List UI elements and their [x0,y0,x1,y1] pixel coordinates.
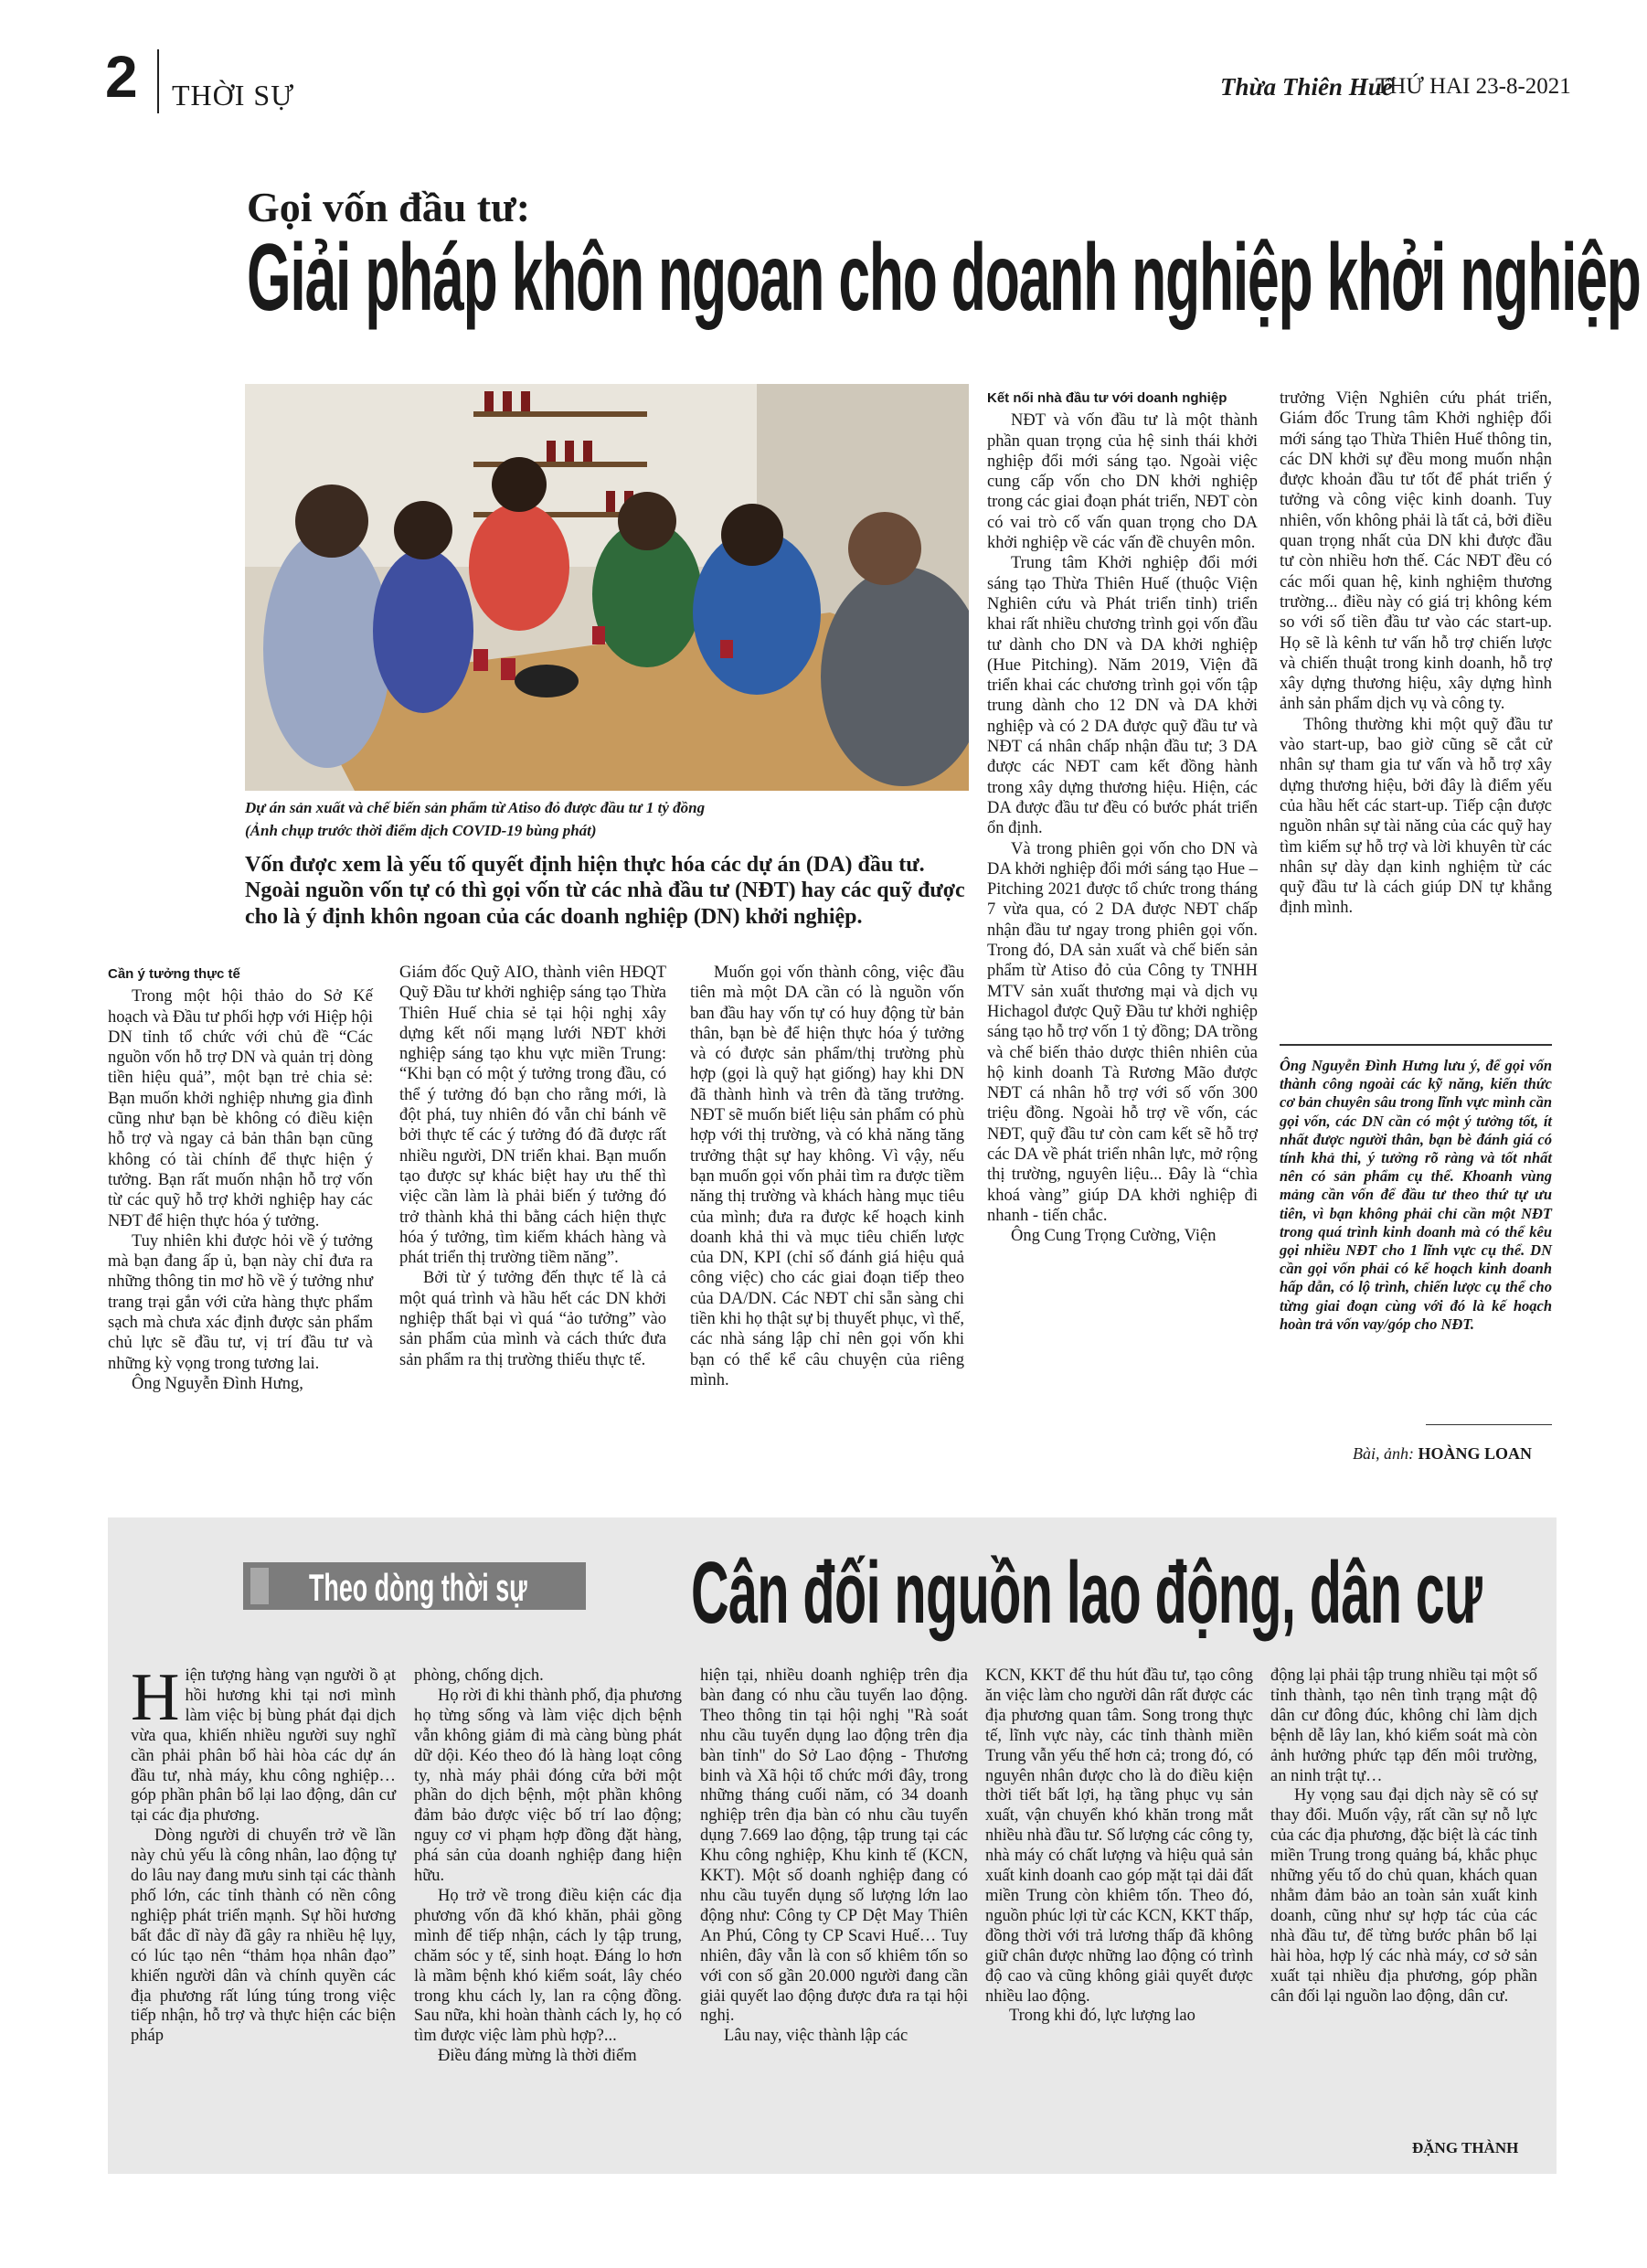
byline-divider [1426,1424,1552,1425]
newspaper-brand: Thừa Thiên Huế [1220,73,1393,101]
opinion-byline: ĐẶNG THÀNH [1412,2139,1519,2156]
paragraph: Bởi từ ý tưởng đến thực tế là cả một quá trình và hầu hết các DN khởi nghiệp thất bại vì quá “ảo tưởng” vào sản phẩm của mình và cách thức đưa sản phẩm ra thị trường thiếu thực tế. [399,1269,666,1369]
opinion-column-3 [700,1666,968,2047]
paragraph: Trong một hội thảo do Sở Kế hoạch và Đầu tư phối hợp với Hiệp hội DN tỉnh tổ chức với chủ đề “Các nguồn vốn hỗ trợ DN và quản trị dòng tiền hiệu quả”, một bạn trẻ chia sẻ: Bạn muốn khởi nghiệp nhưng gia đình cũng như bạn bè không có điều kiện hỗ trợ và ngay cả bản thân bạn cũng không có tài chính để thực hiện ý tưởng. Bạn rất muốn nhận hỗ trợ vốn từ các quỹ hỗ trợ khởi nghiệp hay các NĐT để hiện thực hóa ý tưởng. [108,987,373,1230]
subheading: Kết nối nhà đầu tư với doanh nghiệp [987,390,1227,406]
drop-cap: H [131,1660,180,1735]
opinion-headline: Cân đối nguồn lao động, dân cư [691,1544,1482,1642]
paragraph: trưởng Viện Nghiên cứu phát triển, Giám đốc Trung tâm Khởi nghiệp đổi mới sáng tạo Thừa Thiên Huế thông tin, các DN khởi sự đều mong muốn nhận được khoản đầu tư tốt để phát triển ý tưởng và công việc kinh doanh. Tuy nhiên, vốn không phải là tất cả, bởi điều quan trọng nhất của DN khi được đầu tư còn nhiều hơn thế. Các NĐT đều có các mối quan hệ, kinh nghiệm thương trường... điều này có giá trị không kém so với số tiền đầu tư vào các start-up. Họ sẽ là kênh tư vấn hỗ trợ chiến lược và chiến thuật trong kinh doanh, hỗ trợ xây dựng thương hiệu, xây dựng hình ảnh sản phẩm dịch vụ và công ty. [1280,389,1552,714]
paragraph: động lại phải tập trung nhiều tại một số tỉnh thành, tạo nên tình trạng mật độ dân cư đông đúc, không chỉ làm dịch bệnh dễ lây lan, khó kiểm soát mà còn ảnh hưởng phức tạp đến môi trường, an ninh trật tự… [1270,1666,1537,1785]
paragraph: Muốn gọi vốn thành công, việc đầu tiên mà một DA cần có là nguồn vốn ban đầu hay vốn tự có huy động từ bản thân, bạn bè để hiện thực hóa ý tưởng và có được sản phẩm/thị trường phù hợp (gọi là quỹ hạt giống) hay khi DN đã thành hình và trên đà tăng trưởng. NĐT sẽ muốn biết liệu sản phẩm có phù hợp với thị trường, và có khả năng tăng trưởng thật sự hay không. Vì vậy, nếu bạn muốn gọi vốn phải tìm ra được tiềm năng thị trường và khách hàng mục tiêu của mình; đưa ra được kế hoạch kinh doanh khả thi và mục tiêu chiến lược của DN, KPI (chỉ số đánh giá hiệu quả công việc) cho các giai đoạn tiếp theo của DA/DN. Các NĐT chỉ sẵn sàng chi tiền khi họ thật sự bị thuyết phục, vì thế, các nhà sáng lập chỉ nên gọi vốn khi bạn có thể kể câu chuyện của riêng mình. [690,964,964,1390]
paragraph: Hiện tượng hàng vạn người ồ ạt hồi hương khi tại nơi mình làm việc bị bùng phát đại dịch vừa qua, khiến nhiều người suy nghĩ cần phải phân bổ hài hòa các dự án đầu tư, nhà máy, khu công nghiệp… góp phần phân bổ lại lao động, dân cư tại các địa phương. [131,1660,396,1826]
tag-accent [250,1568,269,1604]
opinion-column-1 [131,1660,396,2047]
photo-caption: Dự án sản xuất và chế biến sản phẩm từ Atiso đỏ được đầu tư 1 tỷ đồng (Ảnh chụp trước thời điểm dịch COVID-19 bùng phát) [245,799,706,839]
article-lead: Vốn được xem là yếu tố quyết định hiện thực hóa các dự án (DA) đầu tư. Ngoài nguồn vốn tự có thì gọi vốn từ các nhà đầu tư (NĐT) hay các quỹ được cho là ý định khôn ngoan của các doanh nghiệp (DN) khởi nghiệp. [245,853,965,929]
section-title: THỜI SỰ [172,79,295,112]
issue-date: THỨ HAI 23-8-2021 [1376,74,1571,99]
article-photo [245,384,969,791]
article-column-3 [690,963,964,1390]
highlight-box: Ông Nguyễn Đình Hưng lưu ý, để gọi vốn thành công ngoài các kỹ năng, kiến thức cơ bản chuyên sâu trong lĩnh vực mình cần gọi vốn, các DN cần có một ý tưởng tốt, ít nhất được người thân, bạn bè đánh giá có tính khả thi, ý tưởng rõ ràng và tốt nhất nên có sản phẩm cụ thể. Khoanh vùng mảng cần vốn để đầu tư theo thứ tự ưu tiên, vì bạn không phải chỉ cần một NĐT trong quá trình kinh doanh mà có thể kêu gọi nhiều NĐT cho 1 lĩnh vực cụ thể. DN cần gọi vốn phải có kế hoạch kinh doanh hấp dẫn, có lộ trình, chiến lược cụ thể cho từng giai đoạn cùng với đó là kế hoạch hoàn trả vốn vay/góp cho NĐT. [1280,1057,1552,1333]
paragraph: Trong khi đó, lực lượng lao [1009,2007,1195,2026]
paragraph: Điều đáng mừng là thời điểm [438,2047,637,2066]
paragraph: Hy vọng sau đại dịch này sẽ có sự thay đổi. Muốn vậy, rất cần sự nỗ lực của các địa phương, đặc biệt là các tỉnh miền Trung trong quảng bá, khắc phục những yếu tố do chủ quan, khách quan nhằm đảm bảo an toàn sản xuất kinh doanh, cũng như sự hợp tác của các nhà đầu tư, để từng bước phân bổ lại hài hòa, hợp lý các nhà máy, cơ sở sản xuất tại nhiều địa phương, góp phần cân đối lại nguồn lao động, dân cư. [1270,1786,1537,2006]
box-divider [1280,1044,1552,1046]
header-divider [157,49,159,113]
paragraph: Và trong phiên gọi vốn cho DN và DA khởi nghiệp đổi mới sáng tạo Hue – Pitching 2021 được tổ chức trong tháng 7 vừa qua, có 2 DA được NĐT chấp nhận đầu tư ngay trong phiên gọi vốn. Trong đó, DA sản xuất và chế biến sản phẩm từ Atiso đỏ của Công ty TNHH MTV sản xuất thương mại và dịch vụ Hichagol được Quỹ Đầu tư khởi nghiệp sáng tạo hỗ trợ vốn 1 tỷ đồng; DA trồng và chế biến thảo dược thiên nhiên của hộ kinh doanh Tà Rương Mão được NĐT cá nhân hỗ trợ với số vốn 300 triệu đồng. Ngoài hỗ trợ về vốn, các NĐT, quỹ đầu tư còn cam kết sẽ hỗ trợ các DA về phát triển nhân lực, mở rộng thị trường, nguyên liệu... Đây là “chìa khoá vàng” giúp DA khởi nghiệp đi nhanh - tiến chắc. [987,839,1259,1225]
paragraph: Ông Nguyễn Đình Hưng, [132,1374,303,1393]
article-kicker: Gọi vốn đầu tư: [247,184,531,230]
paragraph: Trung tâm Khởi nghiệp đổi mới sáng tạo Thừa Thiên Huế (thuộc Viện Nghiên cứu và Phát triển tỉnh) triển khai rất nhiều chương trình gọi vốn đầu tư dành cho DN và DA khởi nghiệp (Hue Pitching). Năm 2019, Viện đã triển khai các chương trình gọi vốn tập trung dành cho 12 DN và DA khởi nghiệp và có 2 DA được quỹ đầu tư và NĐT cá nhân chấp nhận đầu tư; 3 DA được các NĐT cam kết đồng hành trong xây dựng thương hiệu. Hiện, các DA được đầu tư đều có bước phát triển ổn định. [987,554,1258,838]
article-column-1 [108,964,373,1394]
paragraph: Họ trở về trong điều kiện các địa phương vốn đã khó khăn, phải gồng mình để tiếp nhận, cách ly tập trung, chăm sóc y tế, sinh hoạt. Đáng lo hơn là mầm bệnh khó kiểm soát, lây chéo trong khu cách ly, lan ra cộng đồng. Sau nữa, khi hoàn thành cách ly, họ có tìm được việc làm phù hợp?... [414,1886,682,2046]
opinion-column-5 [1270,1666,1537,2007]
subheading: Cần ý tưởng thực tế [108,966,240,982]
paragraph: hiện tại, nhiều doanh nghiệp trên địa bàn đang có nhu cầu tuyển lao động. Theo thông tin tại hội nghị "Rà soát nhu cầu tuyển dụng lao động trên địa bàn tỉnh" do Sở Lao động - Thương binh và Xã hội tổ chức mới đây, trong những tháng cuối năm, có 34 doanh nghiệp trên địa bàn có nhu cầu tuyển dụng 7.669 lao động, tập trung tại các Khu công nghiệp, Khu kinh tế (KCN, KKT). Một số doanh nghiệp đang có nhu cầu tuyển dụng số lượng lớn lao động như: Công ty CP Dệt May Thiên An Phú, Công ty CP Scavi Huế… Tuy nhiên, đây vẫn là con số khiêm tốn so với con số gần 20.000 người đang cần giải quyết lao động được đưa ra tại hội nghị. [700,1666,968,2026]
paragraph: Giám đốc Quỹ AIO, thành viên HĐQT Quỹ Đầu tư khởi nghiệp sáng tạo Thừa Thiên Huế chia sẻ tại hội nghị xây dựng kết nối mạng lưới NĐT khởi nghiệp sáng tạo khu vực miền Trung: “Khi bạn có một ý tưởng trong đầu, có thể ý tưởng đó bạn cho rằng mới, là đột phá, tuy nhiên đó vẫn chỉ bánh vẽ bởi thực tế các ý tưởng đó đã được rất nhiều người, DN triển khai. Bạn muốn tạo được sự khác biệt hay ưu thế thì việc cần làm là phải biến ý tưởng đó trở thành khả thi bằng cách hiện thực hóa ý tưởng, tìm kiếm khách hàng và phát triển thị trường tiềm năng”. [399,964,666,1268]
section-tag: Theo dòng thời sự [243,1562,586,1610]
opinion-column-4 [985,1666,1253,2027]
paragraph: Dòng người di chuyển trở về lần này chủ yếu là công nhân, lao động tự do lâu nay đang mưu sinh tại các thành phố lớn, các tỉnh thành có nền công nghiệp phát triển mạnh. Sự hồi hương bất đắc dĩ này đã gây ra nhiều hệ lụy, có lúc tạo nên “thảm họa nhân đạo” khiến người dân và chính quyền các địa phương rất lúng túng trong việc tiếp nhận, hỗ trợ và thực hiện các biện pháp [131,1826,396,2046]
article-column-4 [987,389,1258,1246]
page-number: 2 [105,44,138,110]
article-headline: Giải pháp khôn ngoan cho doanh nghiệp khởi nghiệp [247,225,1641,331]
article-column-2 [399,963,666,1370]
opinion-column-2 [414,1666,682,2067]
paragraph: NĐT và vốn đầu tư là một thành phần quan trọng của hệ sinh thái khởi nghiệp đổi mới sáng tạo. Ngoài việc cung cấp vốn cho DN khởi nghiệp trong các giai đoạn phát triển, NĐT còn có vai trò cố vấn quan trọng cho DA khởi nghiệp về các vấn đề chuyên môn. [987,411,1258,553]
paragraph: Lâu nay, việc thành lập các [724,2027,909,2046]
paragraph: phòng, chống dịch. [414,1666,544,1685]
paragraph: Ông Cung Trọng Cường, Viện [1011,1227,1217,1246]
article-byline: Bài, ảnh: HOÀNG LOAN [1353,1444,1533,1463]
paragraph: Tuy nhiên khi được hỏi về ý tưởng mà bạn đang ấp ủ, bạn này chỉ đưa ra những thông tin mơ hồ về ý tưởng như trang trại gắn với cửa hàng thực phẩm sạch mà chưa xác định được sản phẩm chủ lực sẽ đầu tư, vị trí đầu tư và những kỳ vọng trong tương lai. [108,1231,373,1373]
paragraph: Thông thường khi một quỹ đầu tư vào start-up, bao giờ cũng sẽ cắt cử nhân sự tham gia tư vấn và hỗ trợ xây dựng thương hiệu, bởi đây là điểm yếu của hầu hết các start-up. Tiếp cận được nguồn nhân sự tài năng của các quỹ hay tìm kiếm sự hỗ trợ và lời khuyên từ các nhân sự dày dạn kinh nghiệm từ các quỹ đầu tư là cách giúp DN tự khẳng định mình. [1280,715,1552,918]
paragraph: Họ rời đi khi thành phố, địa phương họ từng sống và làm việc dịch bệnh vẫn không giảm đi mà càng bùng phát dữ dội. Kéo theo đó là hàng loạt công ty, nhà máy phải đóng cửa bởi một phần do dịch bệnh, một phần không đảm bảo được việc bố trí lao động; nguy cơ vi phạm hợp đồng đặt hàng, phá sản của doanh nghiệp đang hiện hữu. [414,1686,682,1886]
paragraph: KCN, KKT để thu hút đầu tư, tạo công ăn việc làm cho người dân rất được các địa phương quan tâm. Song trong thực tế, lĩnh vực này, các tỉnh thành miền Trung vẫn yếu thế hơn cả; trong đó, có nguyên nhân được cho là do điều kiện thời tiết bất lợi, hạ tầng phục vụ sản xuất, vận chuyển khó khăn trong mắt nhiều nhà đầu tư. Số lượng các công ty, nhà máy có chất lượng và hiệu quả sản xuất kinh doanh cao góp mặt tại dải đất miền Trung còn khiêm tốn. Theo đó, nguồn phúc lợi từ các KCN, KKT thấp, đồng thời với trả lương thấp đã không giữ chân được những lao động có trình độ cao và cũng không giải quyết được nhiều lao động. [985,1666,1253,2006]
article-column-5 [1280,389,1552,919]
